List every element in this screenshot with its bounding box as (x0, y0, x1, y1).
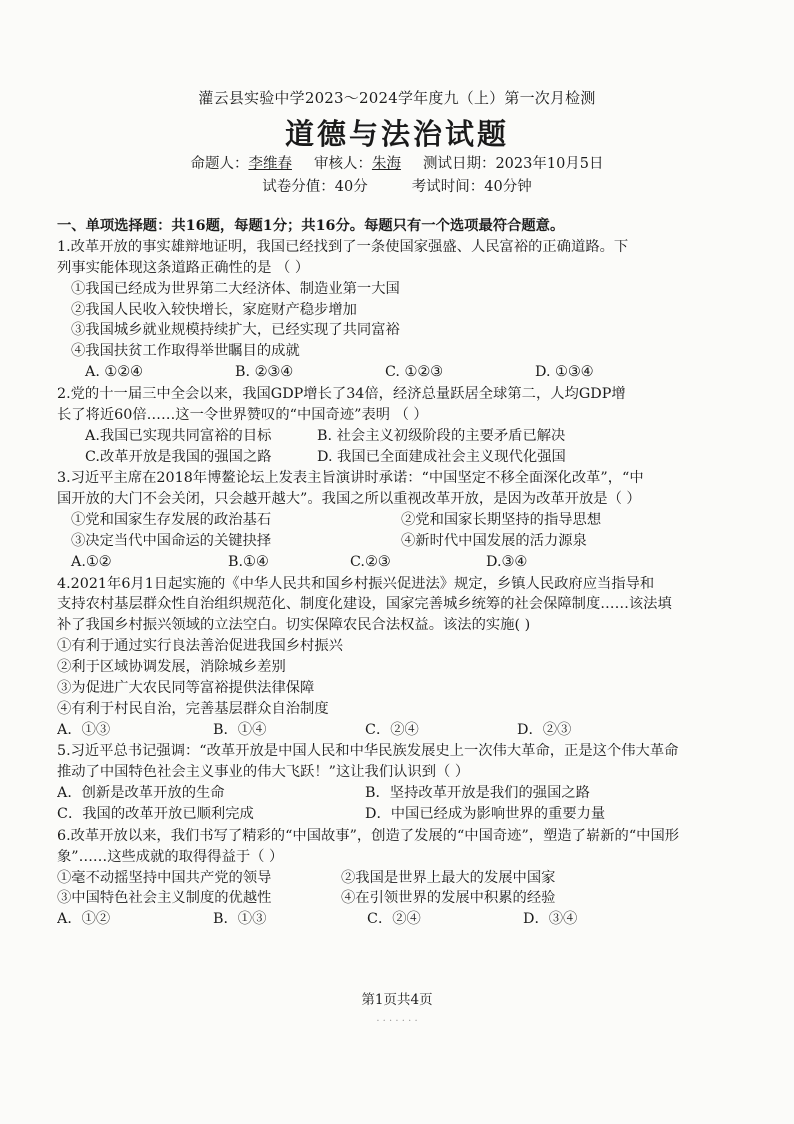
answer-options (57, 720, 747, 741)
question-1 (57, 237, 747, 383)
faint-scan-mark: · · · · · · · (376, 1016, 418, 1027)
option-b: B．①③ (213, 911, 267, 928)
answer-options (57, 552, 747, 573)
school-line: 灌云县实验中学2023～2024学年度九（上）第一次月检测 (198, 89, 596, 107)
reviewer-label: 审核人： (313, 156, 372, 172)
statement-row (57, 531, 747, 552)
option-c: C．我国的改革开放已顺利完成 (57, 806, 254, 823)
option-c: C.②③ (350, 553, 391, 570)
exam-meta-line-1 (0, 152, 794, 173)
option-d: D．②③ (517, 721, 572, 738)
statement-row (57, 868, 747, 889)
statement-item: ②党和国家长期坚持的指导思想 (401, 512, 602, 529)
question-stem-line: 推动了中国特色社会主义事业的伟大飞跃！”这让我们认识到（ ） (57, 764, 470, 781)
answer-options-row (57, 447, 747, 468)
section-heading: 一、单项选择题：共16题，每题1分；共16分。每题只有一个选项最符合题意。 (57, 218, 565, 234)
exam-duration: 考试时间：40分钟 (411, 179, 532, 195)
question-stem-line: 国开放的大门不会关闭，只会越开越大”。我国之所以重视改革开放，是因为改革开放是（ ） (57, 491, 641, 508)
statement-item: ④在引领世界的发展中积累的经验 (341, 890, 556, 907)
option-d: D. ①③④ (535, 364, 594, 381)
statement-item: ③决定当代中国命运的关键抉择 (71, 532, 272, 549)
question-stem-line: 4.2021年6月1日起实施的《中华人民共和国乡村振兴促进法》规定，乡镇人民政府应当指导和 (57, 575, 655, 592)
option-c: C.改革开放是我国的强国之路 (85, 448, 272, 465)
answer-options-row (57, 804, 747, 825)
option-d: D. 我国已全面建成社会主义现代化强国 (317, 448, 566, 465)
question-stem-line: 列事实能体现这条道路正确性的是 （ ） (57, 259, 310, 276)
statement-item: ①我国已经成为世界第二大经济体、制造业第一大国 (71, 280, 400, 297)
page-number: 第1页共4页 (361, 992, 433, 1008)
option-d: D．中国已经成为影响世界的重要力量 (365, 806, 606, 823)
option-d: D．③④ (523, 911, 578, 928)
answer-options (57, 362, 747, 383)
author-label: 命题人： (190, 156, 249, 172)
option-a: A.①② (71, 553, 112, 570)
option-d: D.③④ (486, 553, 528, 570)
statement-item: ②我国人民收入较快增长，家庭财产稳步增加 (71, 301, 357, 318)
option-b: B. ②③④ (235, 364, 294, 381)
question-body (57, 216, 747, 930)
answer-options-row (57, 426, 747, 447)
statement-item: ③为促进广大农民同等富裕提供法律保障 (57, 679, 315, 696)
statement-item: ④我国扶贫工作取得举世瞩目的成就 (71, 343, 300, 360)
question-5 (57, 741, 747, 825)
author-name: 李维春 (248, 156, 292, 172)
question-stem-line: 象”……这些成就的取得得益于（ ） (57, 848, 284, 865)
statement-item: ①党和国家生存发展的政治基石 (71, 512, 272, 529)
option-b: B．①④ (213, 721, 267, 738)
exam-meta-line-2 (0, 175, 794, 196)
question-stem-line: 3.习近平主席在2018年博鳌论坛上发表主旨演讲时承诺：“中国坚定不移全面深化改革”，“中 (57, 470, 644, 487)
option-b: B. 社会主义初级阶段的主要矛盾已解决 (317, 427, 566, 444)
statement-item: ④有利于村民自治，完善基层群众自治制度 (57, 700, 329, 717)
question-stem-line: 补了我国乡村振兴领域的立法空白。切实保障农民合法权益。该法的实施( ) (57, 617, 531, 634)
exam-title: 道德与法治试题 (284, 117, 509, 151)
option-c: C．②④ (365, 721, 419, 738)
statement-item: ①有利于通过实行良法善治促进我国乡村振兴 (57, 638, 343, 655)
answer-options-row (57, 783, 747, 804)
option-a: A．①② (57, 911, 111, 928)
statement-item: ①毫不动摇坚持中国共产党的领导 (57, 869, 272, 886)
statement-item: ②我国是世界上最大的发展中国家 (341, 869, 556, 886)
question-stem-line: 1.改革开放的事实雄辩地证明，我国已经找到了一条使国家强盛、人民富裕的正确道路。下 (57, 238, 629, 255)
question-stem-line: 5.习近平总书记强调：“改革开放是中国人民和中华民族发展史上一次伟大革命，正是这个伟大革命 (57, 743, 679, 760)
question-stem-line: 长了将近60倍……这一令世界赞叹的“中国奇迹”表明 （ ） (57, 406, 428, 423)
reviewer-name: 朱海 (371, 156, 401, 172)
option-b: B.①④ (228, 553, 269, 570)
total-score: 试卷分值：40分 (262, 179, 368, 195)
question-4 (57, 574, 747, 741)
option-a: A．创新是改革开放的生命 (57, 785, 225, 802)
option-b: B．坚持改革开放是我们的强国之路 (365, 785, 590, 802)
option-a: A. ①②④ (85, 364, 143, 381)
question-stem-line: 6.改革开放以来，我们书写了精彩的“中国故事”，创造了发展的“中国奇迹”，塑造了崭新的“中国形 (57, 827, 680, 844)
option-a: A．①③ (57, 721, 111, 738)
statement-item: ④新时代中国发展的活力源泉 (401, 532, 587, 549)
option-a: A.我国已实现共同富裕的目标 (85, 427, 272, 444)
option-c: C．②④ (367, 911, 421, 928)
statement-row (57, 510, 747, 531)
statement-item: ②利于区域协调发展，消除城乡差别 (57, 659, 286, 676)
question-stem-line: 支持农村基层群众性自治组织规范化、制度化建设，国家完善城乡统筹的社会保障制度……该法填 (57, 596, 672, 613)
statement-row (57, 888, 747, 909)
statement-item: ③我国城乡就业规模持续扩大，已经实现了共同富裕 (71, 322, 400, 339)
question-stem-line: 2.党的十一届三中全会以来，我国GDP增长了34倍，经济总量跃居全球第二，人均GDP增 (57, 385, 626, 402)
test-date: 测试日期：2023年10月5日 (422, 156, 604, 172)
question-3 (57, 468, 747, 572)
question-2 (57, 384, 747, 468)
option-c: C. ①②③ (385, 364, 443, 381)
answer-options (57, 909, 747, 930)
statement-item: ③中国特色社会主义制度的优越性 (57, 890, 272, 907)
question-6 (57, 826, 747, 930)
